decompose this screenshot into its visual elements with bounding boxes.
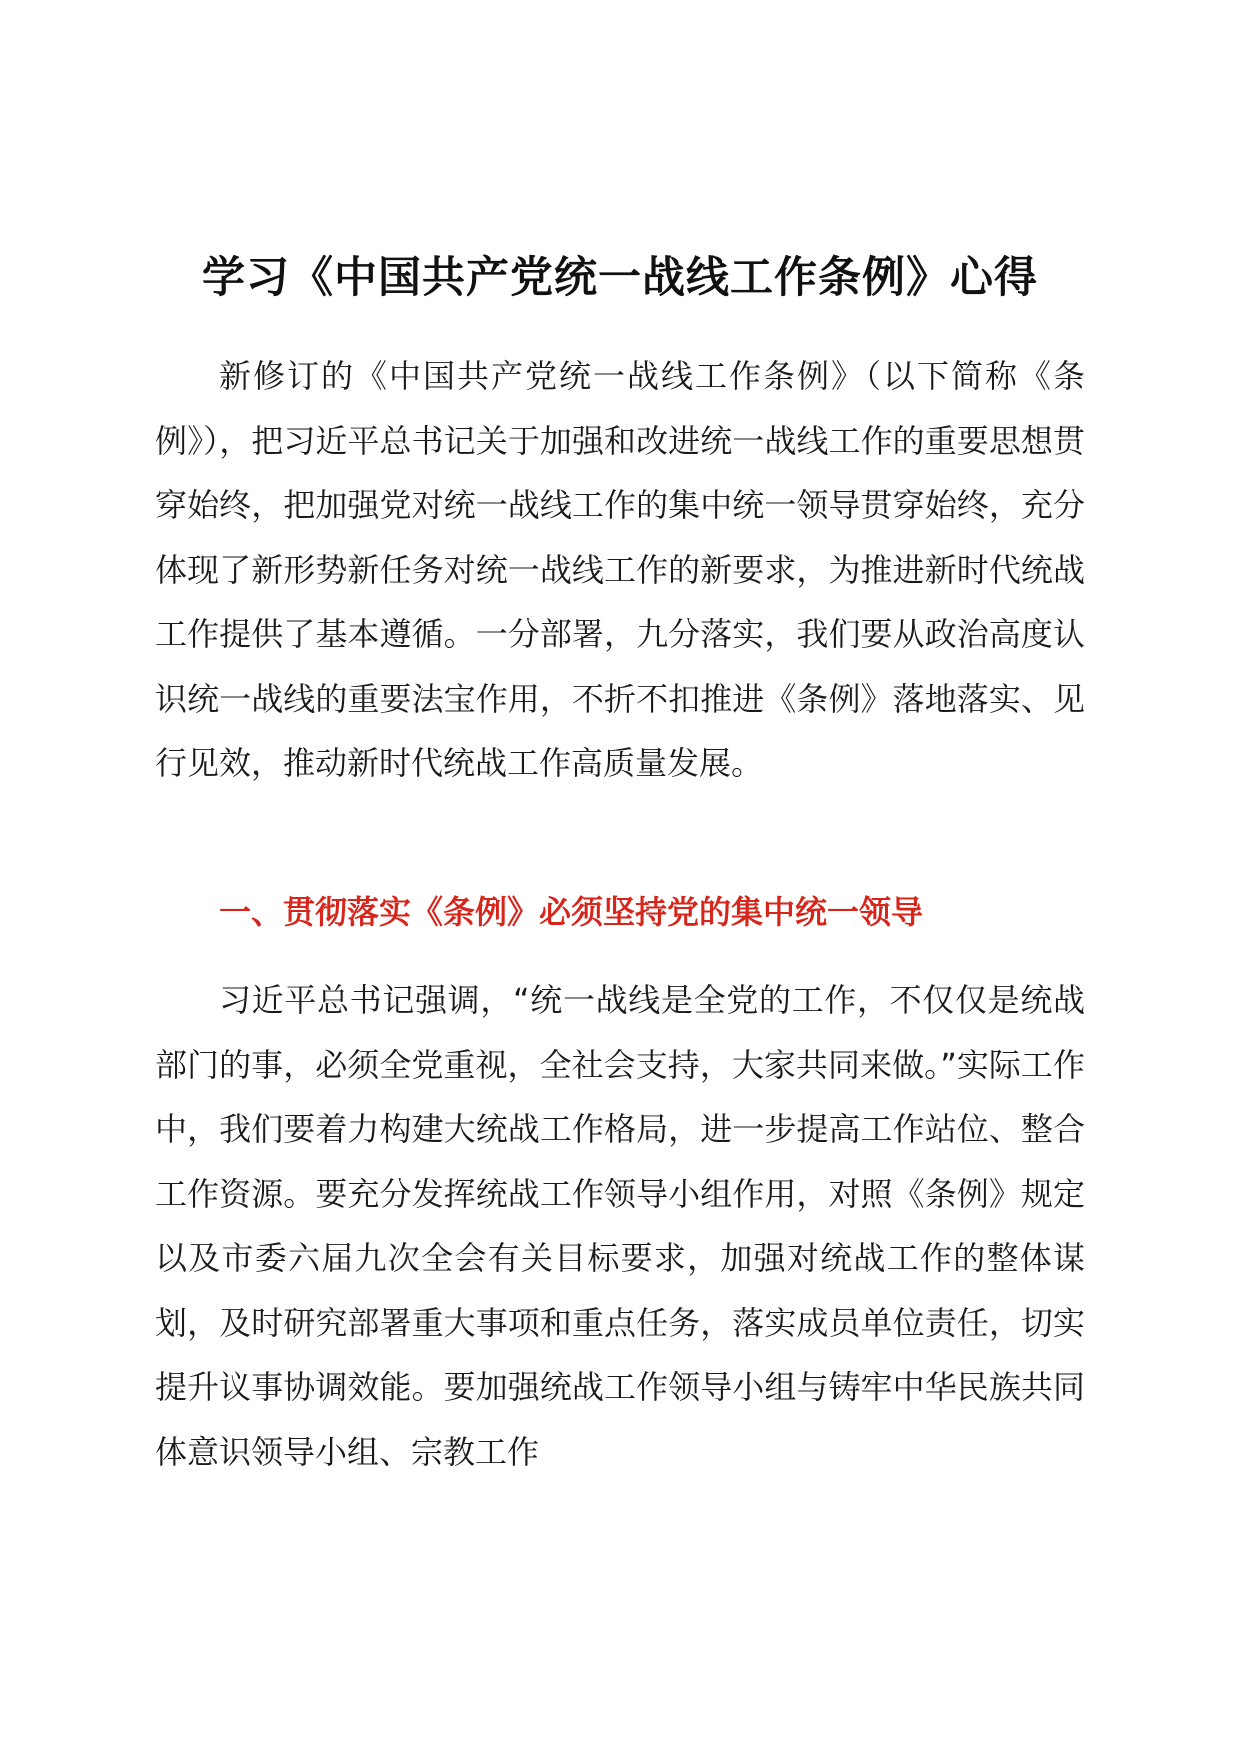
document-title: 学习《中国共产党统一战线工作条例》心得 bbox=[202, 253, 1038, 303]
section-heading-1: 一、贯彻落实《条例》必须坚持党的集中统一领导 bbox=[219, 893, 924, 931]
section-1-paragraph: 习近平总书记强调，“统一战线是全党的工作，不仅仅是统战部门的事，必须全党重视，全社会支持，大家共同来做。”实际工作中，我们要着力构建大统战工作格局，进一步提高工作站位、整合工作资源。要充分发挥统战工作领导小组作用，对照《条例》规定以及市委六届九次全会有关目标要求，加强对统战工作的整体谋划，及时研究部署重大事项和重点任务，落实成员单位责任，切实提升议事协调效能。要加强统战工作领导小组与铸牢中华民族共同体意识领导小组、宗教工作 bbox=[155, 981, 1085, 1471]
intro-paragraph: 新修订的《中国共产党统一战线工作条例》（以下简称《条例》），把习近平总书记关于加强和改进统一战线工作的重要思想贯穿始终，把加强党对统一战线工作的集中统一领导贯穿始终，充分体现了新形势新任务对统一战线工作的新要求，为推进新时代统战工作提供了基本遵循。一分部署，九分落实，我们要从政治高度认识统一战线的重要法宝作用，不折不扣推进《条例》落地落实、见行见效，推动新时代统战工作高质量发展。 bbox=[155, 357, 1085, 782]
document-page bbox=[155, 0, 1085, 1754]
